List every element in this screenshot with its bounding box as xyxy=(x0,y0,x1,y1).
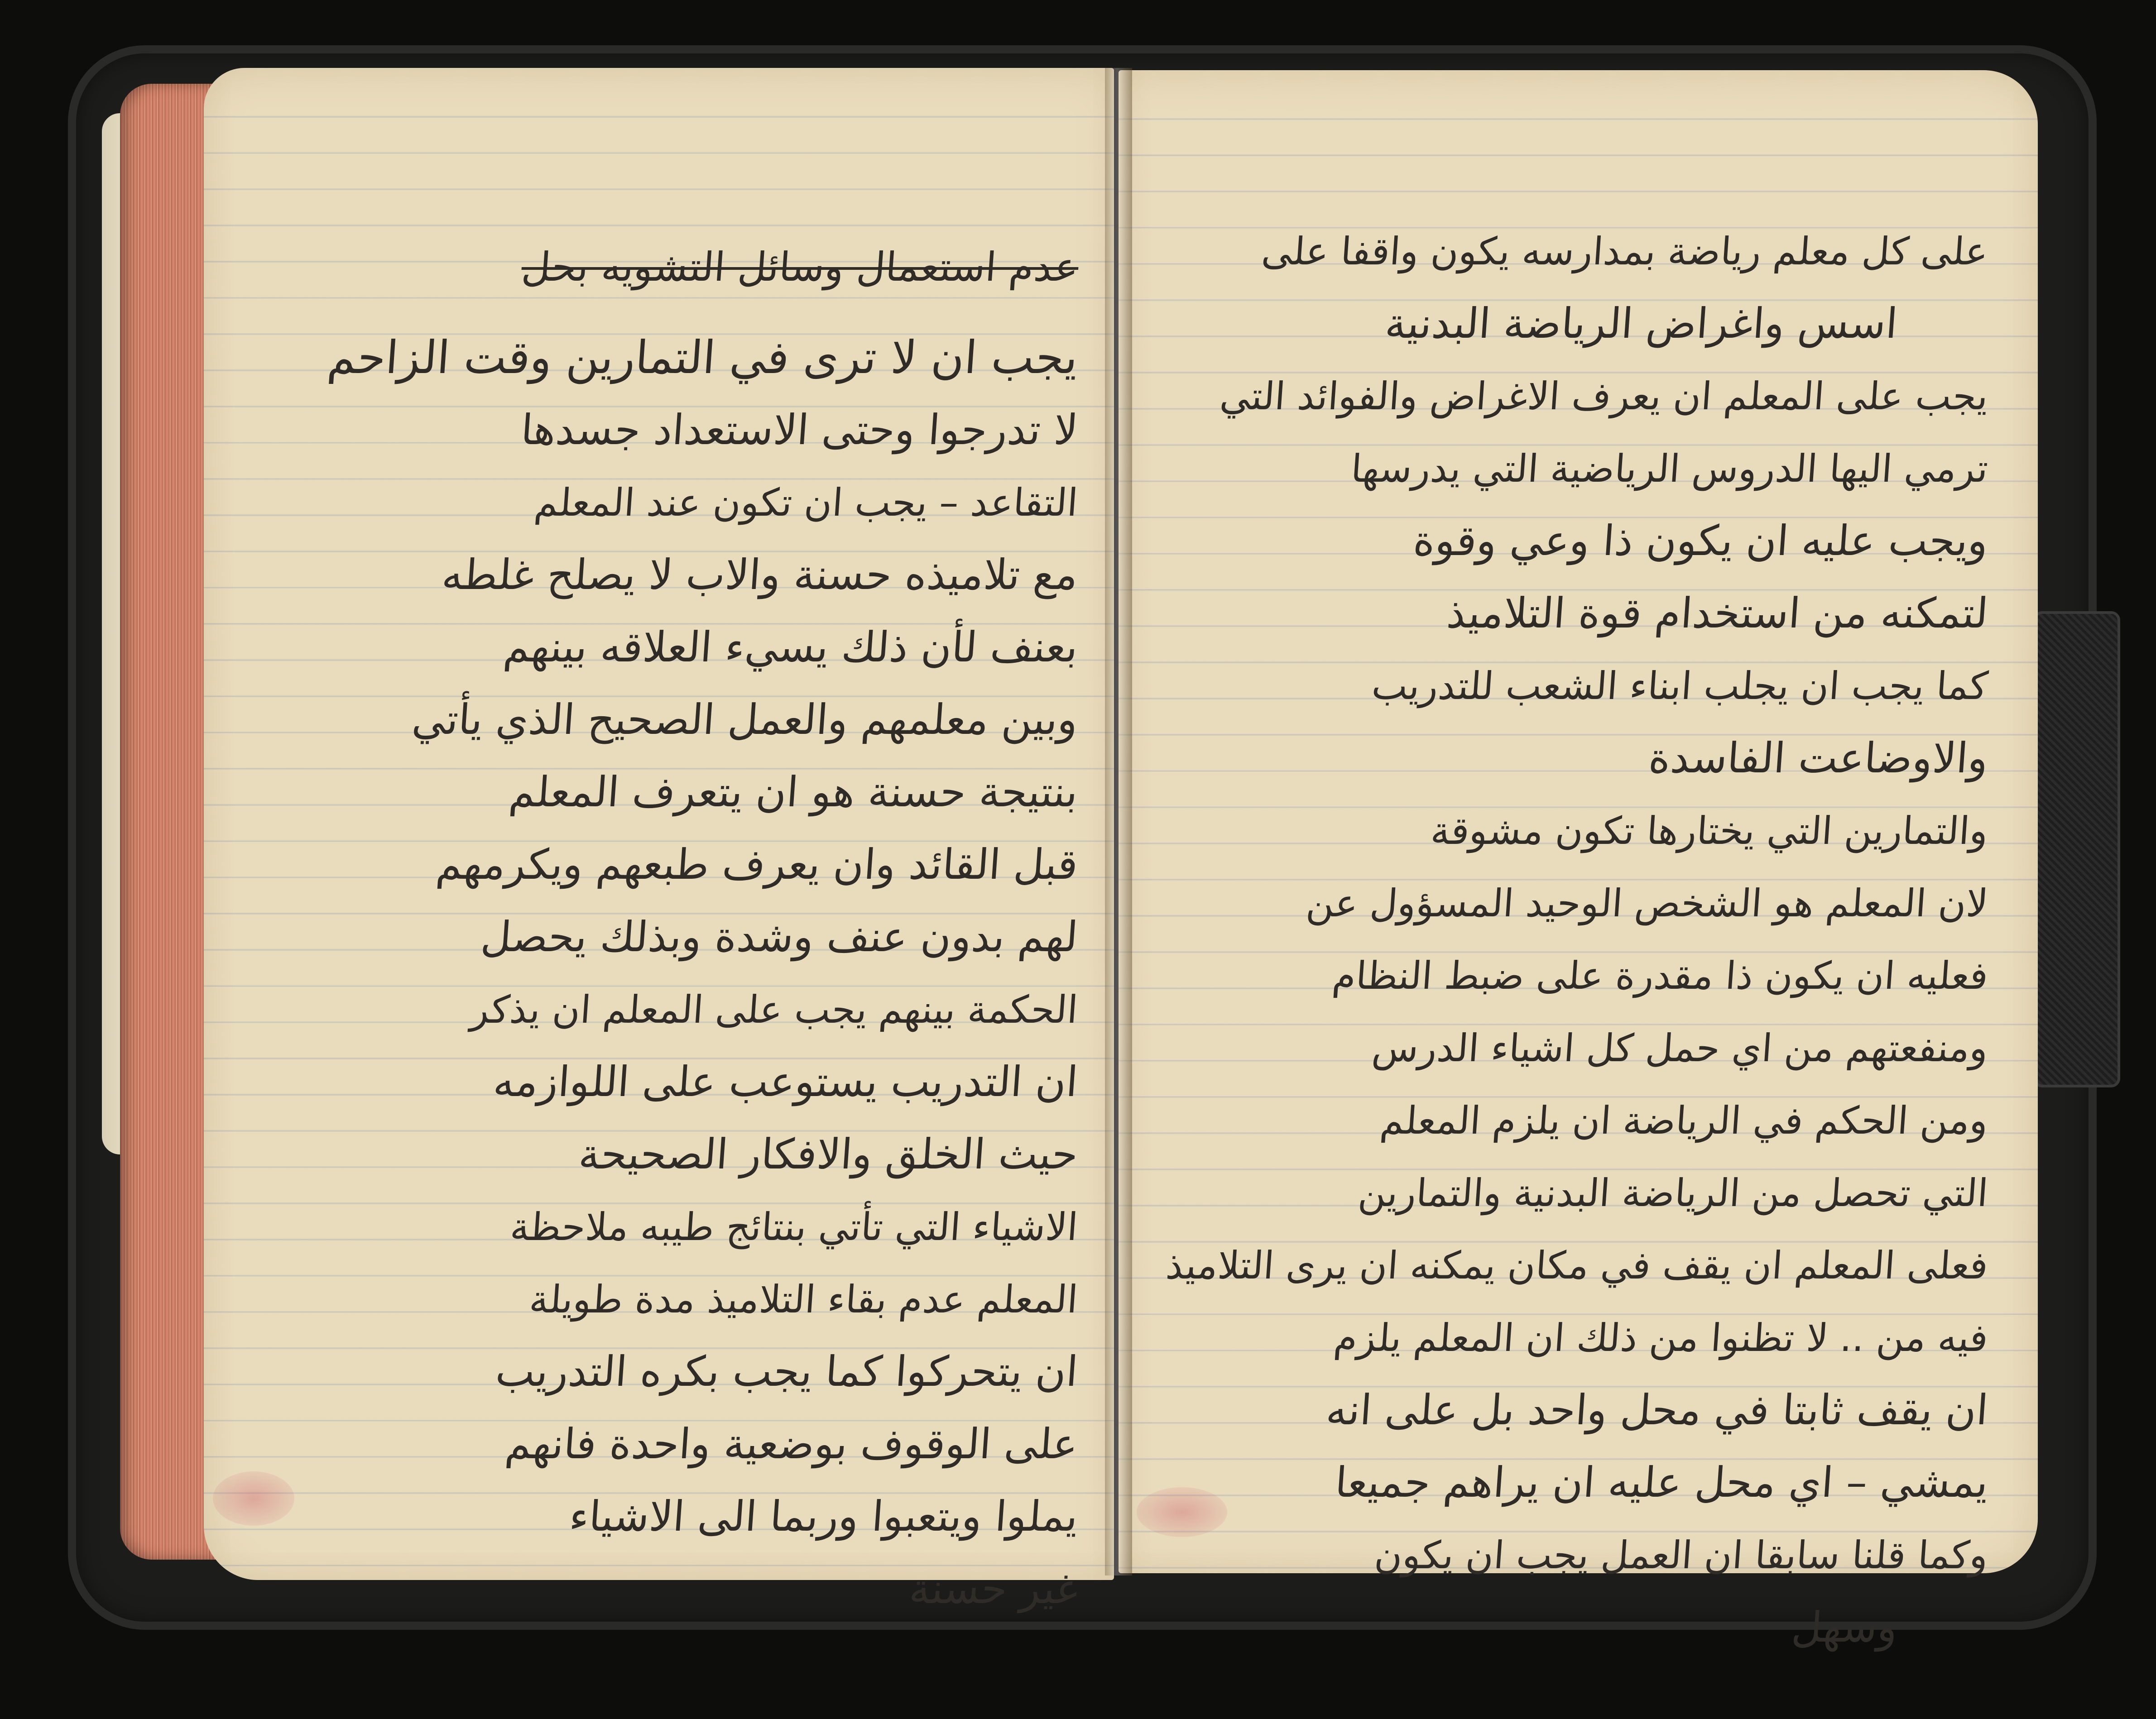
handwritten-line: لا تدرجوا وحتى الاستعداد جسدها xyxy=(519,406,1080,454)
handwritten-line: على كل معلم رياضة بمدارسه يكون واقفا على xyxy=(1260,229,1990,273)
right-page xyxy=(1119,70,2038,1652)
left-page-text xyxy=(204,231,1114,1625)
handwritten-line: ان يتحركوا كما يجب بكره التدريب xyxy=(494,1347,1080,1396)
handwritten-line: ان التدريب يستوعب على اللوازمه xyxy=(491,1058,1080,1106)
handwritten-line: غير حسنة xyxy=(908,1565,1080,1613)
handwritten-line: يجب على المعلم ان يعرف الاغراض والفوائد التي xyxy=(1218,374,1990,418)
handwritten-line: حيث الخلق والافكار الصحيحة xyxy=(577,1130,1080,1178)
right-page-text xyxy=(1119,215,2038,1664)
handwritten-line: ومنفعتهم من اي حمل كل اشياء الدرس xyxy=(1370,1026,1990,1070)
handwritten-line: ان يقف ثابتا في محل واحد بل على انه xyxy=(1324,1386,1990,1434)
handwritten-line: بنتيجة حسنة هو ان يتعرف المعلم xyxy=(507,768,1080,816)
handwritten-line: على الوقوف بوضعية واحدة فانهم xyxy=(503,1420,1080,1468)
handwritten-line: اسس واغراض الرياضة البدنية xyxy=(1383,299,1899,348)
handwritten-line: ترمي اليها الدروس الرياضية التي يدرسها xyxy=(1349,446,1990,491)
handwritten-line: التقاعد – يجب ان تكون عند المعلم xyxy=(533,480,1080,525)
handwritten-line: المعلم عدم بقاء التلاميذ مدة طويلة xyxy=(528,1277,1080,1322)
handwritten-line: مع تلاميذه حسنة والاب لا يصلح غلطه xyxy=(440,551,1080,599)
handwritten-line: الحكمة بينهم يجب على المعلم ان يذكر xyxy=(469,987,1080,1032)
handwritten-line: بعنف لأن ذلك يسيء العلاقه بينهم xyxy=(502,623,1080,671)
handwritten-line: وبين معلمهم والعمل الصحيح الذي يأتي xyxy=(410,695,1080,744)
notebook-strap xyxy=(2033,611,2120,1087)
handwritten-line: يمشي – اي محل عليه ان يراهم جميعا xyxy=(1333,1458,1990,1507)
handwritten-line: لان المعلم هو الشخص الوحيد المسؤول عن xyxy=(1305,881,1990,925)
handwritten-line: ومن الحكم في الرياضة ان يلزم المعلم xyxy=(1378,1098,1990,1143)
handwritten-line: ويجب عليه ان يكون ذا وعي وقوة xyxy=(1412,517,1990,565)
handwritten-line: لتمكنه من استخدام قوة التلاميذ xyxy=(1445,589,1990,637)
handwritten-line: لهم بدون عنف وشدة وبذلك يحصل xyxy=(479,913,1080,961)
left-page xyxy=(204,68,1114,1613)
handwritten-line: يملوا ويتعبوا وربما الى الاشياء xyxy=(567,1492,1080,1541)
handwritten-line: التي تحصل من الرياضة البدنية والتمارين xyxy=(1357,1171,1990,1215)
handwritten-line: فعليه ان يكون ذا مقدرة على ضبط النظام xyxy=(1330,953,1990,998)
page-heading: عدم استعمال وسائل التشويه بحل xyxy=(520,244,1080,290)
handwritten-line: وسهل xyxy=(1790,1603,1899,1652)
handwritten-line: كما يجب ان يجلب ابناء الشعب للتدريب xyxy=(1370,664,1990,708)
handwritten-line: فعلى المعلم ان يقف في مكان يمكنه ان يرى التلاميذ xyxy=(1164,1243,1990,1288)
handwritten-line: يجب ان لا ترى في التمارين وقت الزاحم xyxy=(326,331,1080,384)
notebook-spine xyxy=(1105,68,1132,1575)
handwritten-line: قبل القائد وان يعرف طبعهم ويكرمهم xyxy=(434,840,1080,889)
handwritten-line: والاوضاعت الفاسدة xyxy=(1647,734,1990,782)
handwritten-line: الاشياء التي تأتي بنتائج طيبه ملاحظة xyxy=(509,1205,1080,1249)
handwritten-line: والتمارين التي يختارها تكون مشوقة xyxy=(1429,809,1990,853)
handwritten-line: وكما قلنا سابقا ان العمل يجب ان يكون xyxy=(1373,1533,1990,1577)
handwritten-line: فيه من .. لا تظنوا من ذلك ان المعلم يلزم xyxy=(1332,1316,1990,1360)
